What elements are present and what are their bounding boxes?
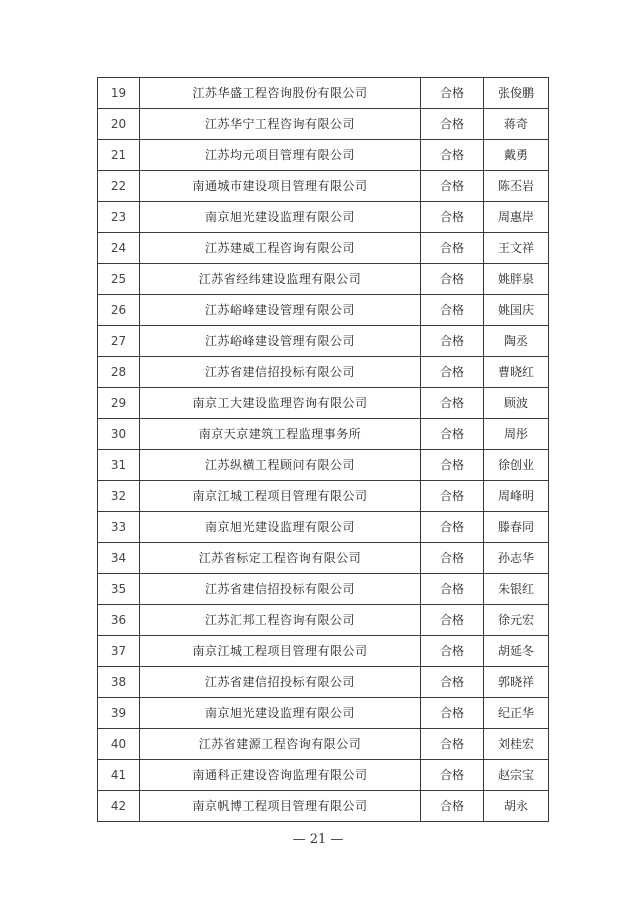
person-name-cell: 滕春同 xyxy=(484,512,549,543)
company-name-cell: 江苏省建信招投标有限公司 xyxy=(140,667,421,698)
result-cell: 合格 xyxy=(421,574,484,605)
result-cell: 合格 xyxy=(421,171,484,202)
table-row xyxy=(98,78,549,109)
result-cell: 合格 xyxy=(421,450,484,481)
result-cell: 合格 xyxy=(421,140,484,171)
result-cell: 合格 xyxy=(421,543,484,574)
result-cell: 合格 xyxy=(421,698,484,729)
results-table xyxy=(97,77,549,822)
result-cell: 合格 xyxy=(421,419,484,450)
company-name-cell: 江苏省建信招投标有限公司 xyxy=(140,357,421,388)
company-name-cell: 南京帆博工程项目管理有限公司 xyxy=(140,791,421,822)
company-name-cell: 南京旭光建设监理有限公司 xyxy=(140,698,421,729)
row-number-cell: 40 xyxy=(98,729,140,760)
table-row xyxy=(98,543,549,574)
results-table-container xyxy=(97,77,548,822)
person-name-cell: 陈丕岩 xyxy=(484,171,549,202)
person-name-cell: 胡永 xyxy=(484,791,549,822)
row-number-cell: 38 xyxy=(98,667,140,698)
company-name-cell: 南京旭光建设监理有限公司 xyxy=(140,512,421,543)
company-name-cell: 南京天京建筑工程监理事务所 xyxy=(140,419,421,450)
table-row xyxy=(98,729,549,760)
table-row xyxy=(98,791,549,822)
company-name-cell: 南京江城工程项目管理有限公司 xyxy=(140,481,421,512)
person-name-cell: 蒋奇 xyxy=(484,109,549,140)
table-row xyxy=(98,295,549,326)
row-number-cell: 28 xyxy=(98,357,140,388)
company-name-cell: 江苏省经纬建设监理有限公司 xyxy=(140,264,421,295)
row-number-cell: 39 xyxy=(98,698,140,729)
person-name-cell: 张俊鹏 xyxy=(484,78,549,109)
table-row xyxy=(98,357,549,388)
result-cell: 合格 xyxy=(421,636,484,667)
person-name-cell: 顾波 xyxy=(484,388,549,419)
person-name-cell: 戴勇 xyxy=(484,140,549,171)
person-name-cell: 王文祥 xyxy=(484,233,549,264)
table-row xyxy=(98,512,549,543)
result-cell: 合格 xyxy=(421,202,484,233)
result-cell: 合格 xyxy=(421,326,484,357)
result-cell: 合格 xyxy=(421,481,484,512)
person-name-cell: 周峰明 xyxy=(484,481,549,512)
company-name-cell: 南京旭光建设监理有限公司 xyxy=(140,202,421,233)
result-cell: 合格 xyxy=(421,233,484,264)
person-name-cell: 徐创业 xyxy=(484,450,549,481)
row-number-cell: 41 xyxy=(98,760,140,791)
person-name-cell: 胡延冬 xyxy=(484,636,549,667)
person-name-cell: 周惠岸 xyxy=(484,202,549,233)
row-number-cell: 30 xyxy=(98,419,140,450)
person-name-cell: 姚胖泉 xyxy=(484,264,549,295)
row-number-cell: 36 xyxy=(98,605,140,636)
row-number-cell: 22 xyxy=(98,171,140,202)
company-name-cell: 江苏建威工程咨询有限公司 xyxy=(140,233,421,264)
row-number-cell: 19 xyxy=(98,78,140,109)
company-name-cell: 南通科正建设咨询监理有限公司 xyxy=(140,760,421,791)
table-row xyxy=(98,605,549,636)
row-number-cell: 23 xyxy=(98,202,140,233)
company-name-cell: 江苏省标定工程咨询有限公司 xyxy=(140,543,421,574)
result-cell: 合格 xyxy=(421,760,484,791)
row-number-cell: 37 xyxy=(98,636,140,667)
table-row xyxy=(98,326,549,357)
table-row xyxy=(98,698,549,729)
table-row xyxy=(98,419,549,450)
results-table-body xyxy=(98,78,549,822)
row-number-cell: 26 xyxy=(98,295,140,326)
table-row xyxy=(98,636,549,667)
company-name-cell: 南京工大建设监理咨询有限公司 xyxy=(140,388,421,419)
result-cell: 合格 xyxy=(421,109,484,140)
row-number-cell: 31 xyxy=(98,450,140,481)
company-name-cell: 南通城市建设项目管理有限公司 xyxy=(140,171,421,202)
person-name-cell: 朱银红 xyxy=(484,574,549,605)
result-cell: 合格 xyxy=(421,512,484,543)
table-row xyxy=(98,202,549,233)
table-row xyxy=(98,233,549,264)
row-number-cell: 27 xyxy=(98,326,140,357)
row-number-cell: 35 xyxy=(98,574,140,605)
company-name-cell: 江苏省建信招投标有限公司 xyxy=(140,574,421,605)
result-cell: 合格 xyxy=(421,667,484,698)
result-cell: 合格 xyxy=(421,264,484,295)
person-name-cell: 刘桂宏 xyxy=(484,729,549,760)
company-name-cell: 江苏峪峰建设管理有限公司 xyxy=(140,326,421,357)
table-row xyxy=(98,450,549,481)
person-name-cell: 周彤 xyxy=(484,419,549,450)
person-name-cell: 姚国庆 xyxy=(484,295,549,326)
company-name-cell: 江苏汇邦工程咨询有限公司 xyxy=(140,605,421,636)
row-number-cell: 20 xyxy=(98,109,140,140)
company-name-cell: 江苏纵横工程顾问有限公司 xyxy=(140,450,421,481)
row-number-cell: 24 xyxy=(98,233,140,264)
table-row xyxy=(98,109,549,140)
table-row xyxy=(98,760,549,791)
company-name-cell: 江苏华宁工程咨询有限公司 xyxy=(140,109,421,140)
company-name-cell: 江苏省建源工程咨询有限公司 xyxy=(140,729,421,760)
company-name-cell: 江苏华盛工程咨询股份有限公司 xyxy=(140,78,421,109)
table-row xyxy=(98,574,549,605)
result-cell: 合格 xyxy=(421,605,484,636)
row-number-cell: 34 xyxy=(98,543,140,574)
table-row xyxy=(98,481,549,512)
table-row xyxy=(98,171,549,202)
page-number: — 21 — xyxy=(292,832,344,847)
person-name-cell: 徐元宏 xyxy=(484,605,549,636)
row-number-cell: 29 xyxy=(98,388,140,419)
row-number-cell: 25 xyxy=(98,264,140,295)
table-row xyxy=(98,667,549,698)
row-number-cell: 42 xyxy=(98,791,140,822)
row-number-cell: 32 xyxy=(98,481,140,512)
person-name-cell: 纪正华 xyxy=(484,698,549,729)
table-row xyxy=(98,140,549,171)
result-cell: 合格 xyxy=(421,78,484,109)
table-row xyxy=(98,264,549,295)
person-name-cell: 郭晓祥 xyxy=(484,667,549,698)
result-cell: 合格 xyxy=(421,388,484,419)
person-name-cell: 陶丞 xyxy=(484,326,549,357)
result-cell: 合格 xyxy=(421,357,484,388)
company-name-cell: 江苏峪峰建设管理有限公司 xyxy=(140,295,421,326)
table-row xyxy=(98,388,549,419)
row-number-cell: 33 xyxy=(98,512,140,543)
result-cell: 合格 xyxy=(421,295,484,326)
person-name-cell: 孙志华 xyxy=(484,543,549,574)
company-name-cell: 江苏均元项目管理有限公司 xyxy=(140,140,421,171)
result-cell: 合格 xyxy=(421,729,484,760)
result-cell: 合格 xyxy=(421,791,484,822)
row-number-cell: 21 xyxy=(98,140,140,171)
person-name-cell: 曹晓红 xyxy=(484,357,549,388)
company-name-cell: 南京江城工程项目管理有限公司 xyxy=(140,636,421,667)
person-name-cell: 赵宗宝 xyxy=(484,760,549,791)
